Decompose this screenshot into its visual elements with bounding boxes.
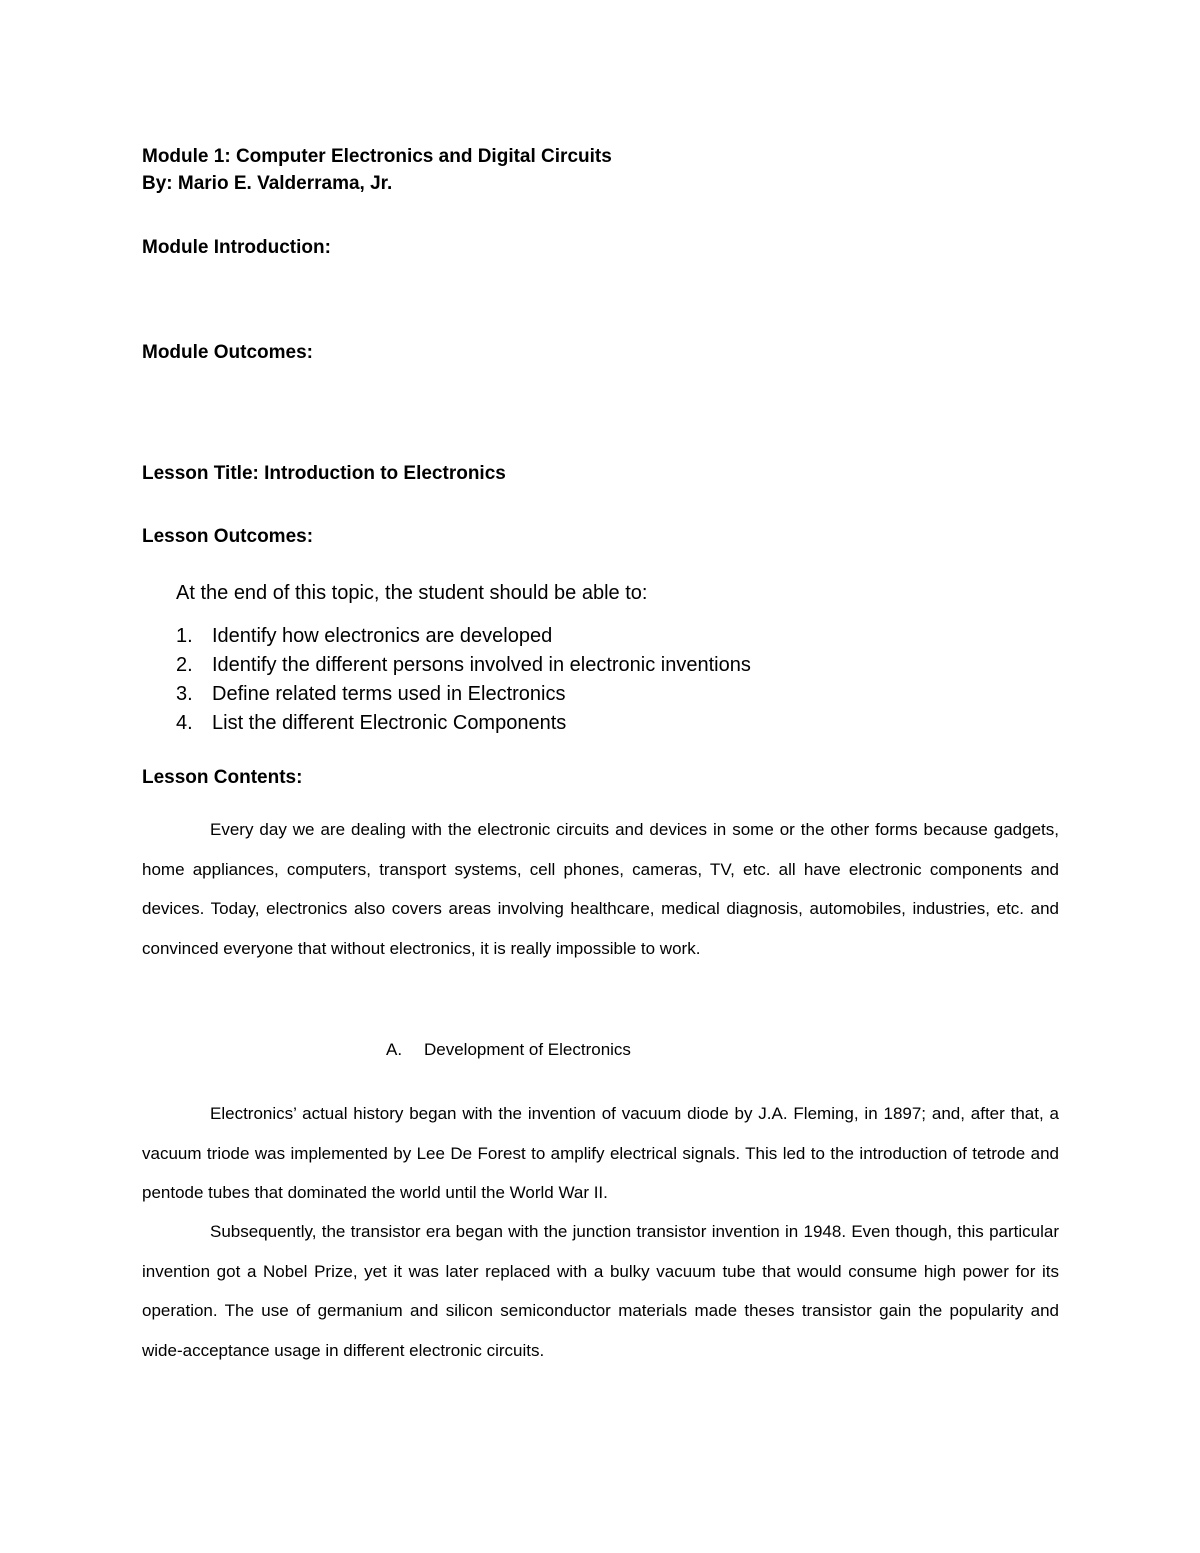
list-item (176, 709, 751, 738)
list-item-text: List the different Electronic Components (212, 712, 567, 734)
lesson-outcomes-heading: Lesson Outcomes: (142, 526, 314, 547)
module-title: Module 1: Computer Electronics and Digital Circuits (142, 146, 612, 167)
section-a-heading (386, 1037, 631, 1063)
lesson-outcomes-list (176, 622, 751, 738)
list-item (176, 622, 751, 651)
list-item-number: 4. (176, 712, 193, 734)
list-item-text: Identify the different persons involved in electronic inventions (212, 654, 751, 676)
lesson-outcomes-intro: At the end of this topic, the student should be able to: (176, 582, 648, 604)
lesson-contents-paragraph: Every day we are dealing with the electronic circuits and devices in some or the other forms because gadgets, home appliances, computers, transport systems, cell phones, cameras, TV, etc. all have electronic components and devices. Today, electronics also covers areas involving healthcare, medical diagnosis, automobiles, industries, etc. and convinced everyone that without electronics, it is really impossible to work. (142, 820, 1059, 958)
list-item-number: 1. (176, 625, 193, 647)
list-item (176, 651, 751, 680)
list-item-number: 3. (176, 683, 193, 705)
module-introduction-heading: Module Introduction: (142, 237, 331, 258)
module-outcomes-heading: Module Outcomes: (142, 342, 314, 363)
author-line: By: Mario E. Valderrama, Jr. (142, 173, 393, 194)
section-a-paragraph-2: Subsequently, the transistor era began with the junction transistor invention in 1948. Even though, this particular invention got a Nobel Prize, yet it was later replaced with a bulky vacuum tube that would consume high power for its operation. The use of germanium and silicon semiconductor materials made theses transistor gain the popularity and wide-acceptance usage in different electronic circuits. (142, 1222, 1059, 1360)
list-item-number: 2. (176, 654, 193, 676)
section-a-letter: A. (386, 1040, 403, 1059)
lesson-contents-heading: Lesson Contents: (142, 767, 303, 788)
list-item-text: Identify how electronics are developed (212, 625, 553, 647)
lesson-title: Lesson Title: Introduction to Electronics (142, 463, 506, 484)
section-a-title: Development of Electronics (424, 1040, 631, 1059)
section-a-paragraph-1: Electronics’ actual history began with the invention of vacuum diode by J.A. Fleming, in 1897; and, after that, a vacuum triode was implemented by Lee De Forest to amplify electrical signals. This led to the introduction of tetrode and pentode tubes that dominated the world until the World War II. (142, 1104, 1059, 1202)
list-item (176, 680, 751, 709)
list-item-text: Define related terms used in Electronics (212, 683, 566, 705)
